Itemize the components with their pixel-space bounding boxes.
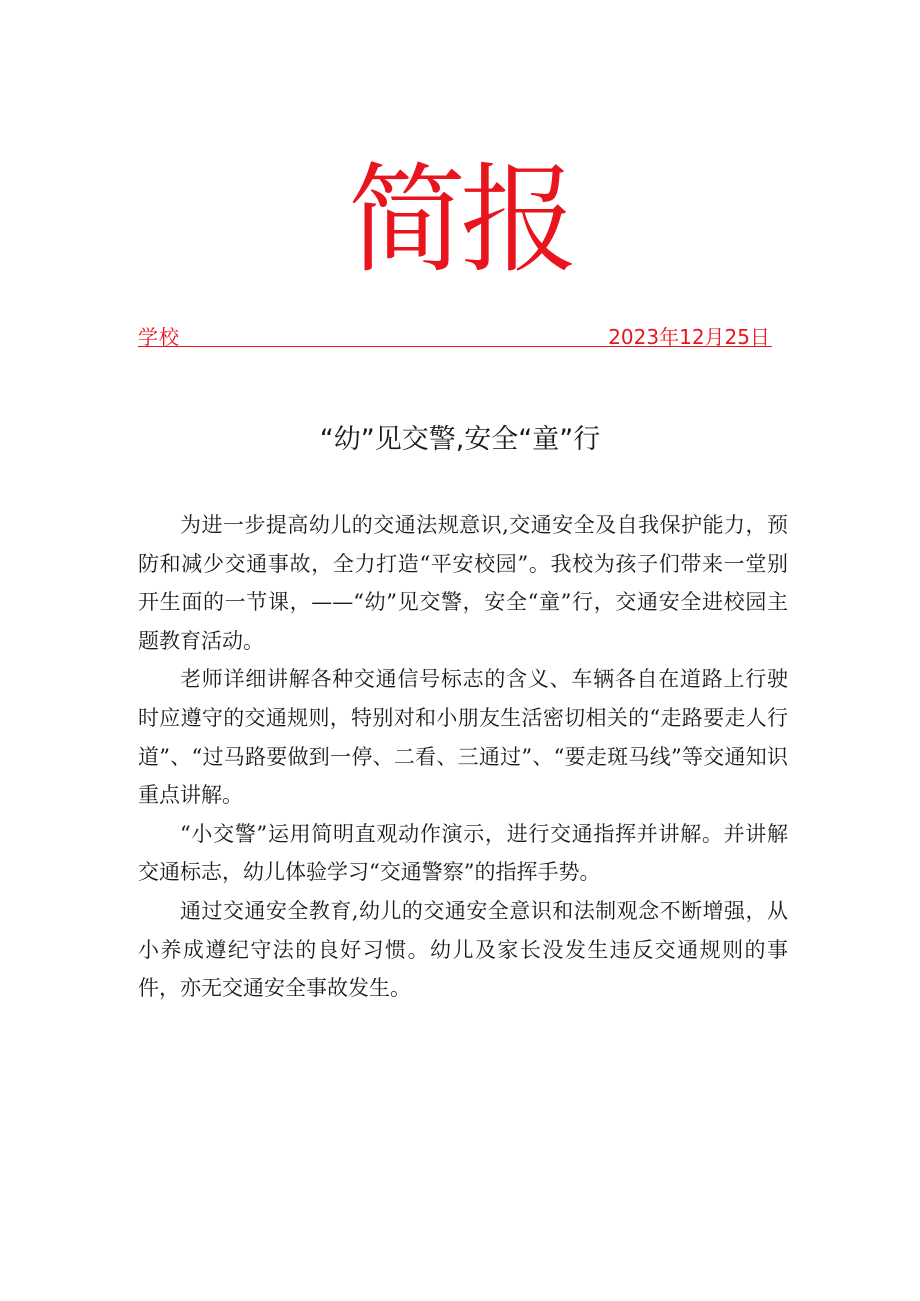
school-label: 学校 [138,325,180,349]
paragraph: 通过交通安全教育,幼儿的交通安全意识和法制观念不断增强，从小养成遵纪守法的良好习惯。幼儿及家长没发生违反交通规则的事件，亦无交通安全事故发生。 [138,898,788,1001]
header-divider [138,346,772,347]
article-body [138,506,788,1008]
article-title: “幼”见交警,安全“童”行 [319,424,601,455]
issue-date: 2023年12月25日 [608,325,770,349]
masthead-title: 简报 [347,151,572,289]
header-row [138,322,772,352]
paragraph: 老师详细讲解各种交通信号标志的含义、车辆各自在道路上行驶时应遵守的交通规则，特别对和小朋友生活密切相关的“走路要走人行道”、“过马路要做到一停、二看、三通过”、“要走斑马线”等交通知识重点讲解。 [138,667,788,808]
paragraph: “小交警”运用简明直观动作演示，进行交通指挥并讲解。并讲解交通标志，幼儿体验学习“交通警察”的指挥手势。 [138,821,788,885]
paragraph: 为进一步提高幼儿的交通法规意识,交通安全及自我保护能力，预防和减少交通事故，全力打造“平安校园”。我校为孩子们带来一堂别开生面的一节课，——“幼”见交警，安全“童”行，交通安全进校园主题教育活动。 [138,513,788,653]
